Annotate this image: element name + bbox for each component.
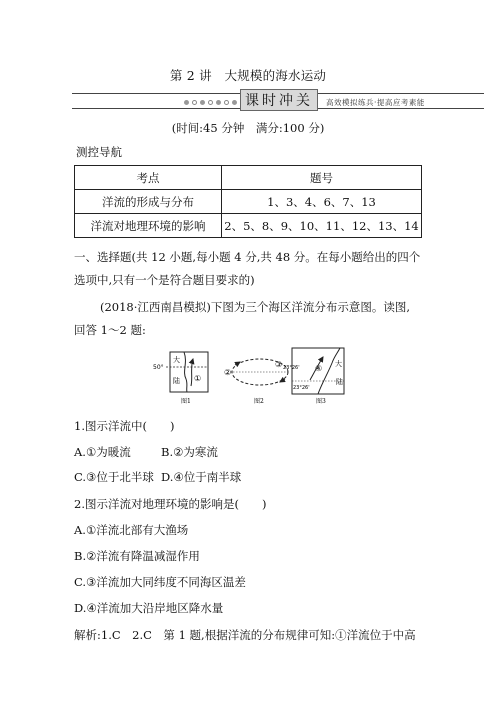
figure-2: [224, 359, 300, 405]
question-1-option-a: A.①为暖流: [74, 445, 131, 459]
banner-title: 课时冲关: [240, 89, 318, 111]
section-intro-line1: 一、选择题(共 12 小题,每小题 4 分,共 48 分。在每小题给出的四个: [74, 250, 421, 264]
question-2-option-d: D.④洋流加大沿岸地区降水量: [74, 601, 224, 615]
figure-1-land-top: 大: [173, 356, 180, 364]
figure-1-current-arrow: [191, 359, 193, 386]
question-2-stem: 2.图示洋流对地理环境的影响是( ): [74, 497, 267, 511]
figure-3-latitude-label: 23°26': [293, 385, 310, 391]
time-score: (时间:45 分钟 满分:100 分): [171, 121, 325, 135]
question-context-line1: (2018·江西南昌模拟)下图为三个海区洋流分布示意图。读图,: [100, 300, 411, 314]
nav-heading: 测控导航: [76, 145, 122, 159]
question-2-option-c: C.③洋流加大同纬度不同海区温差: [74, 575, 246, 589]
figure-1-land-bottom: 陆: [173, 377, 180, 385]
section-intro-line2: 选项中,只有一个是符合题目要求的): [74, 273, 255, 287]
figure-1-caption: 图1: [181, 398, 191, 405]
table-cell-questions: 2、5、8、9、10、11、12、13、14: [222, 214, 422, 238]
topic-table: [74, 165, 422, 238]
question-1-stem: 1.图示洋流中( ): [74, 419, 175, 433]
banner-subtitle: 高效模拟练兵·提高应考素能: [326, 98, 425, 107]
table-cell-topic: 洋流对地理环境的影响: [75, 214, 222, 238]
figure-1-coastline: [184, 352, 187, 392]
table-header: 考点: [75, 166, 222, 190]
figure-3-marker: ④: [315, 364, 323, 373]
question-context-line2: 回答 1～2 题:: [74, 323, 146, 337]
figure-1-marker: ①: [194, 374, 202, 383]
table-header-row: [75, 166, 422, 190]
question-2-option-b: B.②洋流有降温减湿作用: [74, 549, 200, 563]
figure-3-land-top: 大: [335, 360, 342, 368]
analysis-text: 解析:1.C 2.C 第 1 题,根据洋流的分布规律可知:①洋流位于中高: [74, 628, 416, 642]
ocean-current-figures: [140, 345, 360, 407]
question-1-option-c: C.③位于北半球: [74, 470, 154, 484]
table-cell-questions: 1、3、4、6、7、13: [222, 190, 422, 214]
table-row: [75, 190, 422, 214]
figure-1-latitude-label: 50°: [153, 364, 164, 371]
table-header: 题号: [222, 166, 422, 190]
figure-3-caption: 图3: [316, 398, 326, 405]
table-row: [75, 214, 422, 238]
figure-2-latitude-label: 23°26': [283, 365, 300, 371]
figure-2-right-marker: ③: [275, 360, 283, 369]
question-1-option-d: D.④位于南半球: [161, 470, 242, 484]
table-cell-topic: 洋流的形成与分布: [75, 190, 222, 214]
banner-dots: [184, 100, 245, 105]
figure-3-land-bottom: 陆: [336, 378, 343, 386]
question-1-option-b: B.②为寒流: [161, 445, 218, 459]
figure-2-left-marker: ②: [224, 368, 232, 377]
question-2-option-a: A.①洋流北部有大渔场: [74, 523, 189, 537]
figure-1: [153, 352, 208, 405]
figure-2-caption: 图2: [254, 398, 264, 405]
lesson-title: 第 2 讲 大规模的海水运动: [169, 68, 327, 83]
figure-3: [292, 348, 344, 405]
